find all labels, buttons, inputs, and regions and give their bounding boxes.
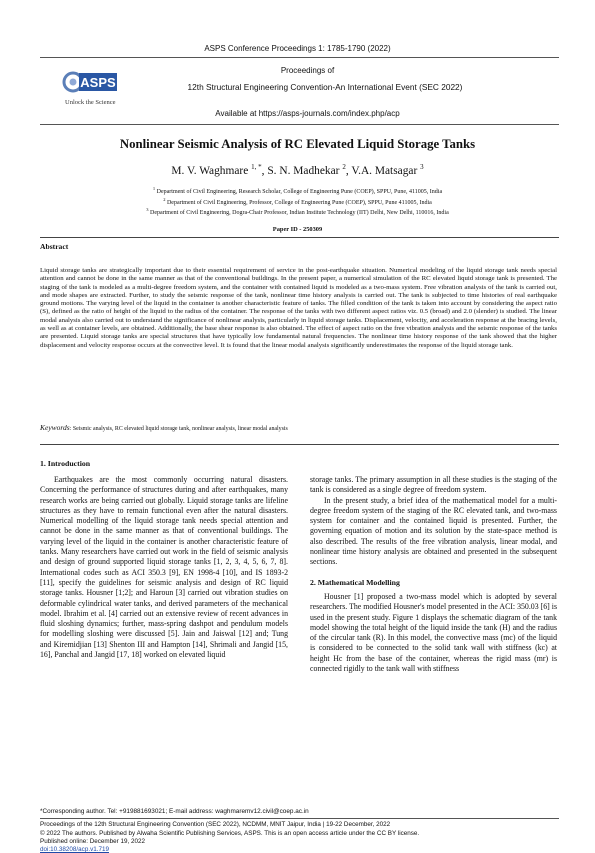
section-heading-mathematical-modelling: 2. Mathematical Modelling bbox=[310, 578, 400, 587]
svg-text:Unlock the Science: Unlock the Science bbox=[65, 99, 116, 106]
author-name: V.A. Matsagar bbox=[351, 164, 418, 177]
abstract-body: Liquid storage tanks are strategically important due to their essential requirement of service in the post-earthquake situation. Numerical modeling of the liquid storage tank needs special attention and cannot be done in the same manner as that of the conventional buildings. In the present paper, a numerical simulation of the RC elevated liquid storage tank is presented. The staging of the tank is modeled as a multi-degree freedom system, and the container with contained liquid is modeled as a two-mass system. Free vibration analysis of the tank is carried out, and mode shapes are extracted. Further, to study the seismic response of the tank, nonlinear time history analysis is carried out. The tank is subjected to time histories of real earthquake ground motions. The varying level of the liquid in the container is another characteristic feature of tanks. The filled condition of the tank is taken into account by considering the aspect ratio (S), defined as the ratio of height of the liquid to the radius of the container. The response of the tanks with two different aspect ratios viz. 0.5 (broad) and 2.0 (slender) is studied. The linear modal analysis also carried out to understand the significance of nonlinear analysis, particularly in liquid storage tanks. Displacement, velocity, and acceleration response at the bracing levels, as well as at container levels, are obtained. Additionally, the base shear response is also obtained. The effect of aspect ratio on the free vibration analysis and the seismic response of the tanks are presented. Liquid storage tanks are special structures that have typically low fundamental natural frequencies. The nonlinear time history response of the tank showed that the higher displacement and velocity response occurs at the convective level. It is found that the linear modal analysis significantly underestimates the response of the liquid storage tank. bbox=[40, 267, 557, 349]
introduction-continued bbox=[310, 475, 557, 568]
corresponding-author-note: *Corresponding author. Tel: +919881693021; E-mail address: waghmaremv12.civil@coep.ac.in bbox=[40, 808, 309, 815]
author-separator: , bbox=[345, 164, 352, 177]
divider bbox=[40, 124, 559, 125]
footer-copyright: © 2022 The authors. Published by Alwaha Scientific Publishing Services, ASPS. This is an open access article under the CC BY license. bbox=[40, 830, 420, 837]
author-affiliation-mark: 3 bbox=[420, 163, 424, 171]
introduction-text bbox=[40, 475, 288, 660]
journal-url[interactable]: Available at https://asps-journals.com/index.php/acp bbox=[215, 109, 400, 118]
author-affiliation-mark: 2 bbox=[342, 163, 346, 171]
keywords-values: : Seismic analysis, RC elevated liquid storage tank, nonlinear analysis, linear modal analysis bbox=[69, 426, 288, 432]
section-heading-introduction: 1. Introduction bbox=[40, 459, 91, 468]
affiliation-number: 3 bbox=[146, 207, 149, 212]
paper-id: Paper ID - 250309 bbox=[272, 226, 323, 233]
divider bbox=[40, 444, 559, 445]
keywords-line bbox=[40, 423, 557, 432]
author-name: M. V. Waghmare bbox=[171, 164, 249, 177]
proceedings-of-label: Proceedings of bbox=[280, 66, 335, 75]
paragraph: Housner [1] proposed a two-mass model which is adopted by several researchers. The modified Housner's model presented in the ACI: 350.03 [6] is used in the present study. Figure 1 displays the schematic diagram of the tank model showing the total height of the liquid inside the tank (H) and the radius of the circular tank (R). In this model, the convective mass (mc) of the liquid is considered to be connected to the solid tank wall with stiffness (kc) at height Hc from the base of the container, whereas the rigid mass (mr) is connected rigidly to the tank wall with stiffness bbox=[310, 592, 557, 674]
mathematical-modelling-text bbox=[310, 592, 557, 674]
affiliation-1 bbox=[30, 186, 565, 195]
paper-title: Nonlinear Seismic Analysis of RC Elevated Liquid Storage Tanks bbox=[119, 137, 476, 151]
author-name: S. N. Madhekar bbox=[267, 164, 340, 177]
author-list bbox=[30, 163, 565, 177]
author-separator: , bbox=[261, 164, 268, 177]
svg-text:ASPS: ASPS bbox=[80, 75, 116, 90]
affiliation-number: 2 bbox=[163, 197, 166, 202]
doi-link[interactable]: doi:10.38208/acp.v1.719 bbox=[40, 846, 109, 853]
affiliation-3 bbox=[30, 207, 565, 216]
divider bbox=[40, 237, 559, 238]
asps-logo bbox=[62, 64, 132, 112]
keywords-label: Keywords bbox=[40, 423, 70, 432]
divider bbox=[40, 57, 559, 58]
affiliation-2 bbox=[30, 197, 565, 206]
author-affiliation-mark: 1, * bbox=[251, 163, 262, 171]
affiliation-text: Department of Civil Engineering, Research Scholar, College of Engineering Pune (COEP), SPPU, Pune, 411005, India bbox=[155, 189, 443, 195]
paragraph: In the present study, a brief idea of the mathematical model for a multi-degree freedom system of the staging of the RC elevated tank, and two-mass system for container and the contained liquid is presented. Further, the governing equation of motion and its solution by the state-space method is also described. The results of the free vibration analysis, linear modal, and nonlinear time history analysis are obtained and presented in the subsequent sections. bbox=[310, 495, 557, 567]
abstract-heading: Abstract bbox=[40, 242, 69, 251]
affiliation-number: 1 bbox=[152, 186, 156, 191]
journal-citation-line: ASPS Conference Proceedings 1: 1785-1790 (2022) bbox=[204, 44, 391, 53]
affiliation-text: Department of Civil Engineering, Dogra-Chair Professor, Indian Institute Technology (IIT) Delhi, New Delhi, 110016, India bbox=[148, 210, 449, 216]
divider bbox=[40, 818, 559, 819]
paragraph: Earthquakes are the most commonly occurring natural disasters. Concerning the performance of structures during and after earthquakes, many research works are being carried out globally. Liquid storage tanks are lifeline structures as they have to remain functional even after the natural disasters. Numerical modelling of the liquid storage tank needs special attention and cannot be done in the same manner as that of conventional buildings. The varying level of the liquid in the container is another characteristic feature of tanks. Many researchers have carried out work in the field of seismic analysis and design of ground supported liquid storage tanks [1, 2, 3, 4, 5, 6, 7, 8]. International codes such as ACI 350.3 [9], EN 1998-4 [10], and IS 1893-2 [11], specify the guidelines for seismic analysis and design of RC liquid storage tanks. Housner [1;2]; and Haroun [3] carried out vibration studies on deformable cylindrical water tanks, and derived parameters of the mechanical model. Ibrahim et al. [4] carried out an extensive review of recent advances in fluid sloshing dynamics; further, mass-spring dashpot and pendulum models for modelling sloshing were discussed [5]. Jain and Jaiswal [12] and; Tung and Kiremidjian [13] Shenton III and Hampton [14], Shrimali and Jangid [15, 16], Panchal and Jangid [17, 18] worked on elevated liquid bbox=[40, 475, 288, 660]
asps-logo-icon bbox=[62, 64, 132, 112]
affiliation-text: Department of Civil Engineering, Professor, College of Engineering Pune (COEP), SPPU, Pune 411005, India bbox=[165, 200, 432, 206]
footer-published-date: Published online: December 19, 2022 bbox=[40, 838, 146, 845]
conference-name: 12th Structural Engineering Convention-An International Event (SEC 2022) bbox=[187, 82, 463, 92]
paragraph: storage tanks. The primary assumption in all these studies is the staging of the tank is considered as a single degree of freedom system. bbox=[310, 475, 557, 495]
footer-proceedings: Proceedings of the 12th Structural Engineering Convention (SEC 2022), NCDMM, MNIT Jaipur, India | 19-22 December, 2022 bbox=[40, 821, 391, 828]
